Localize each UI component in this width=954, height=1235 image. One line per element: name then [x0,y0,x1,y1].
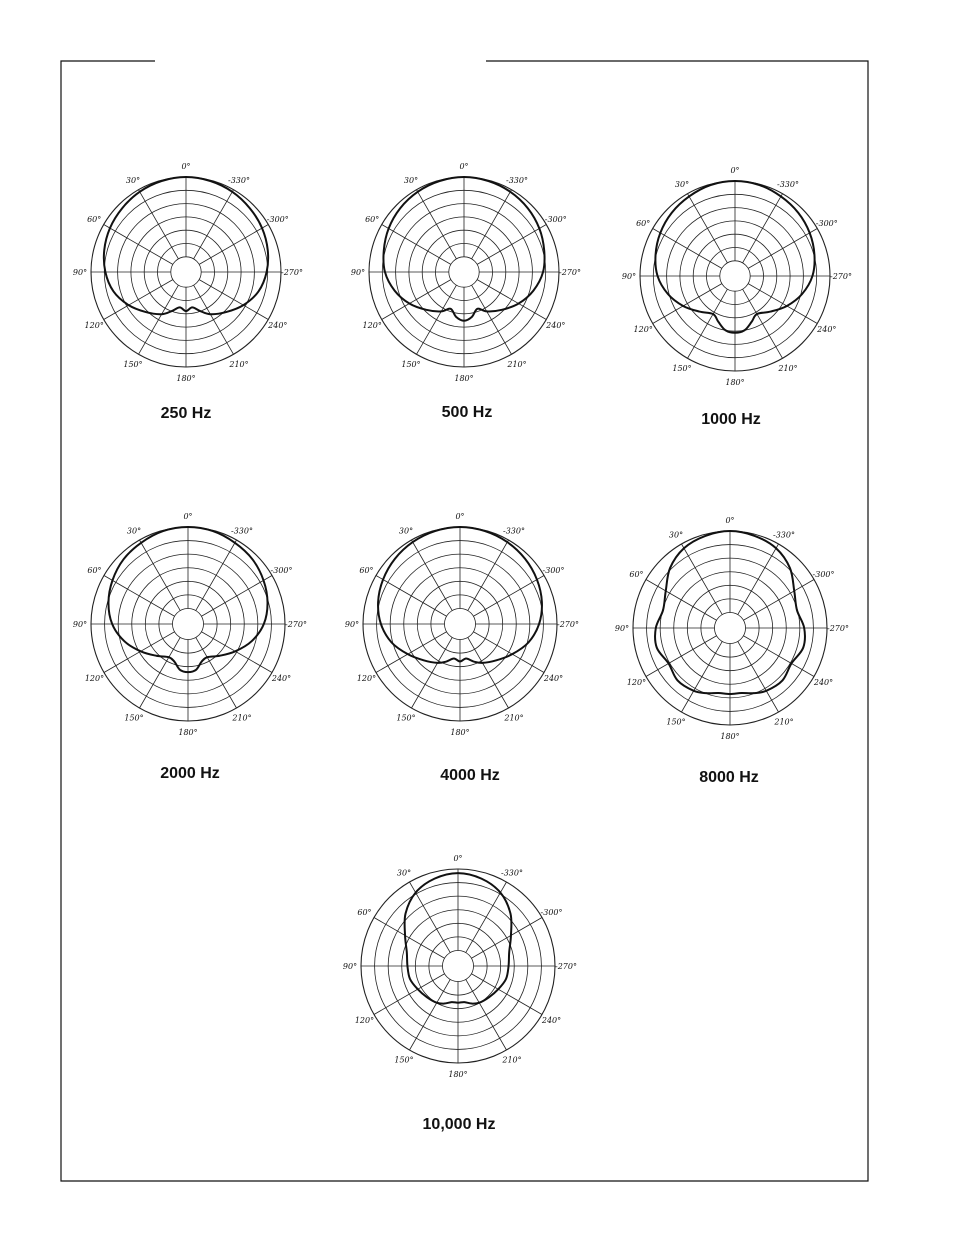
angle-tick-label: 120° [84,674,105,683]
polar-plot-svg [610,151,860,401]
angle-tick-label: 90° [72,268,88,277]
angle-tick-label: 30° [126,526,142,536]
angle-tick-label: 240° [268,321,288,330]
angle-tick-label: 150° [666,717,686,727]
angle-tick-label: 240° [817,325,837,334]
angle-tick-label: 90° [614,624,630,633]
angle-tick-label: 60° [87,215,102,224]
angle-tick-label: 180° [448,1070,468,1079]
frequency-label: 250 Hz [160,405,212,422]
angle-tick-label: 180° [725,378,745,387]
angle-tick-label: 120° [362,321,382,330]
angle-tick-label: -300° [815,219,838,228]
angle-tick-label: 60° [636,219,651,228]
angle-tick-label: -330° [228,176,250,186]
angle-tick-label: 30° [403,176,419,186]
angle-tick-label: -300° [540,908,563,917]
angle-tick-label: 90° [72,620,88,629]
angle-tick-label: -270° [830,272,852,281]
angle-tick-label: -300° [270,566,293,575]
angle-tick-label: 240° [813,678,834,687]
angle-tick-label: 120° [633,325,653,334]
angle-tick-label: -300° [812,570,835,579]
angle-tick-label: 150° [124,713,144,723]
frequency-label: 2000 Hz [160,765,220,782]
frequency-label: 1000 Hz [701,411,761,428]
polar-plot-svg [339,147,589,397]
angle-tick-label: 210° [778,363,798,373]
grid-ring [444,608,475,639]
angle-tick-label: -330° [773,530,795,540]
angle-tick-label: 30° [396,868,412,878]
angle-tick-label: 60° [365,215,380,224]
angle-tick-label: 240° [543,674,564,683]
angle-tick-label: 180° [454,374,474,383]
angle-tick-label: 210° [232,713,252,723]
angle-tick-label: 0° [455,512,465,521]
polar-plot-svg [61,497,315,751]
angle-tick-label: -330° [777,180,799,190]
angle-tick-label: 180° [720,732,740,741]
angle-tick-label: 90° [621,272,637,281]
frequency-label: 4000 Hz [440,767,500,784]
grid-ring [442,950,473,981]
angle-tick-label: 180° [176,374,196,383]
angle-tick-label: -330° [503,526,525,536]
angle-tick-label: 210° [229,359,249,369]
angle-tick-label: 60° [629,570,644,579]
angle-tick-label: 30° [398,526,414,536]
angle-tick-label: 120° [356,674,377,683]
polar-plot-7 [331,839,585,1093]
grid-ring [714,612,745,643]
grid-ring [171,257,201,287]
angle-tick-label: 90° [342,962,358,971]
angle-tick-label: 150° [672,363,692,373]
angle-tick-label: -300° [266,215,289,224]
angle-tick-label: -270° [281,268,303,277]
angle-tick-label: -270° [827,624,849,633]
angle-tick-label: 150° [394,1055,414,1065]
angle-tick-label: 120° [354,1016,375,1025]
angle-tick-label: 60° [359,566,374,575]
angle-tick-label: 150° [123,359,143,369]
angle-tick-label: -270° [559,268,581,277]
angle-tick-label: 90° [344,620,360,629]
angle-tick-label: 0° [725,516,735,525]
angle-tick-label: 180° [178,728,198,737]
angle-tick-label: 0° [183,512,193,521]
angle-tick-label: 60° [87,566,102,575]
frequency-label: 8000 Hz [699,769,759,786]
angle-tick-label: 90° [350,268,366,277]
grid-ring [449,257,479,287]
angle-tick-label: 30° [125,176,141,186]
angle-tick-label: -330° [231,526,253,536]
angle-tick-label: 150° [401,359,421,369]
polar-plot-svg [61,147,311,397]
angle-tick-label: -300° [542,566,565,575]
frequency-label: 500 Hz [441,404,493,421]
polar-plot-5 [333,497,587,751]
angle-tick-label: 0° [459,162,469,171]
polar-plot-svg [603,501,857,755]
angle-tick-label: -330° [506,176,528,186]
angle-tick-label: 240° [546,321,566,330]
angle-tick-label: 30° [668,530,684,540]
angle-tick-label: 150° [396,713,416,723]
angle-tick-label: 0° [181,162,191,171]
angle-tick-label: 210° [502,1055,522,1065]
polar-plot-6 [603,501,857,755]
polar-plot-2 [339,147,589,397]
angle-tick-label: -270° [557,620,579,629]
angle-tick-label: 0° [453,854,463,863]
angle-tick-label: 120° [626,678,647,687]
polar-plot-svg [333,497,587,751]
angle-tick-label: 60° [357,908,372,917]
angle-tick-label: -330° [501,868,523,878]
angle-tick-label: 210° [504,713,524,723]
grid-ring [720,261,750,291]
angle-tick-label: -270° [285,620,307,629]
angle-tick-label: -270° [555,962,577,971]
polar-plot-svg [331,839,585,1093]
angle-tick-label: 240° [271,674,292,683]
angle-tick-label: -300° [544,215,567,224]
frequency-label: 10,000 Hz [422,1116,496,1133]
polar-plot-1 [61,147,311,397]
angle-tick-label: 120° [84,321,104,330]
grid-ring [172,608,203,639]
angle-tick-label: 210° [507,359,527,369]
angle-tick-label: 30° [674,180,690,190]
angle-tick-label: 180° [450,728,470,737]
angle-tick-label: 210° [774,717,794,727]
polar-plot-4 [61,497,315,751]
angle-tick-label: 0° [730,166,740,175]
angle-tick-label: 240° [541,1016,562,1025]
polar-plot-3 [610,151,860,401]
